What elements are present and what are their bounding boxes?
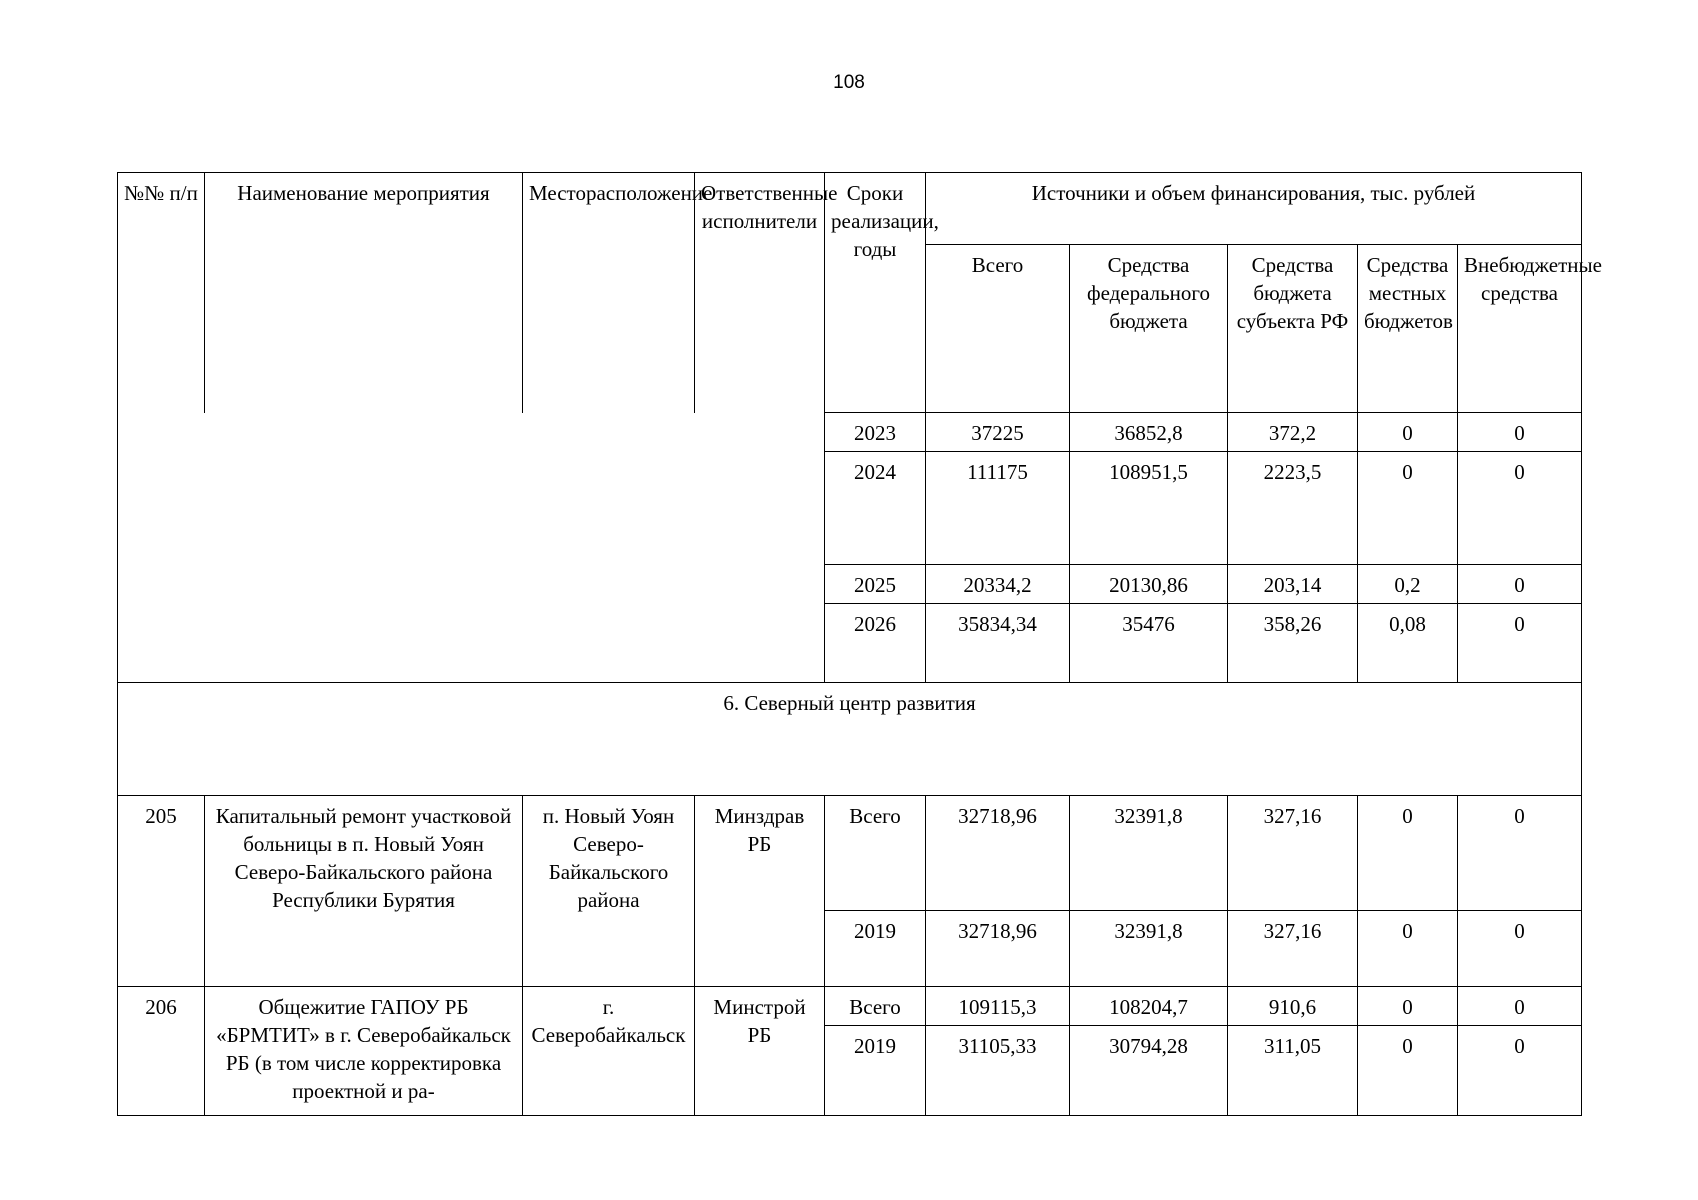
header-sources: Источники и объем финансирования, тыс. рублей [926,173,1582,245]
cell-extra: 0 [1458,987,1582,1026]
cell-year: Всего [825,796,926,911]
header-local: Средства местных бюджетов [1358,245,1458,413]
cell-subject: 311,05 [1228,1026,1358,1116]
cell-subject: 358,26 [1228,604,1358,683]
cell-federal: 20130,86 [1070,565,1228,604]
cell-year: 2019 [825,911,926,987]
cell-extra: 0 [1458,911,1582,987]
cell-year: 2026 [825,604,926,683]
table-row [118,987,1582,1026]
cell-subject: 2223,5 [1228,452,1358,565]
cell-federal: 30794,28 [1070,1026,1228,1116]
cell-local: 0 [1358,987,1458,1026]
item-location: г. Северобайкальск [523,987,695,1116]
cell-local: 0 [1358,911,1458,987]
section-row [118,683,1582,796]
item-responsible: Минздрав РБ [695,796,825,987]
cell-extra: 0 [1458,604,1582,683]
cell-federal: 35476 [1070,604,1228,683]
item-location: п. Новый Уоян Северо-Байкальского района [523,796,695,987]
cell-extra: 0 [1458,452,1582,565]
cell-subject: 910,6 [1228,987,1358,1026]
cell-total: 37225 [926,413,1070,452]
cell-year: 2024 [825,452,926,565]
cell-federal: 108204,7 [1070,987,1228,1026]
item-name: Общежитие ГАПОУ РБ «БРМТИТ» в г. Северобайкальск РБ (в том числе корректировка проектной и ра- [205,987,523,1116]
item-name: Капитальный ремонт участковой больницы в п. Новый Уоян Северо-Байкальского района Республики Бурятия [205,796,523,987]
cell-local: 0 [1358,1026,1458,1116]
cell-total: 32718,96 [926,911,1070,987]
cell-year: 2025 [825,565,926,604]
item-num: 206 [118,987,205,1116]
header-num: №№ п/п [118,173,205,413]
cell-year: 2023 [825,413,926,452]
header-terms: Сроки реализации, годы [825,173,926,413]
cell-federal: 32391,8 [1070,796,1228,911]
continuation-blank [118,413,825,683]
cell-total: 109115,3 [926,987,1070,1026]
page-number: 108 [833,72,865,93]
item-responsible: Минстрой РБ [695,987,825,1116]
cell-extra: 0 [1458,413,1582,452]
cell-total: 31105,33 [926,1026,1070,1116]
cell-total: 20334,2 [926,565,1070,604]
header-name: Наименование мероприятия [205,173,523,413]
cell-federal: 32391,8 [1070,911,1228,987]
cell-local: 0 [1358,452,1458,565]
header-responsible: Ответственные исполнители [695,173,825,413]
table-row [118,413,1582,452]
cell-total: 111175 [926,452,1070,565]
cell-total: 35834,34 [926,604,1070,683]
cell-subject: 327,16 [1228,796,1358,911]
header-row-1 [118,173,1582,245]
cell-federal: 36852,8 [1070,413,1228,452]
cell-subject: 203,14 [1228,565,1358,604]
header-location: Месторасположение [523,173,695,413]
cell-subject: 372,2 [1228,413,1358,452]
financing-table [117,172,1602,1116]
section-title: 6. Северный центр развития [118,683,1582,796]
cell-local: 0,2 [1358,565,1458,604]
cell-year: Всего [825,987,926,1026]
item-num: 205 [118,796,205,987]
header-subject: Средства бюджета субъекта РФ [1228,245,1358,413]
header-extra: Внебюджетные средства [1458,245,1582,413]
cell-local: 0,08 [1358,604,1458,683]
cell-federal: 108951,5 [1070,452,1228,565]
cell-extra: 0 [1458,1026,1582,1116]
cell-extra: 0 [1458,565,1582,604]
cell-local: 0 [1358,413,1458,452]
cell-subject: 327,16 [1228,911,1358,987]
header-total: Всего [926,245,1070,413]
cell-local: 0 [1358,796,1458,911]
cell-year: 2019 [825,1026,926,1116]
header-federal: Средства федерального бюджета [1070,245,1228,413]
table-row [118,796,1582,911]
cell-total: 32718,96 [926,796,1070,911]
cell-extra: 0 [1458,796,1582,911]
